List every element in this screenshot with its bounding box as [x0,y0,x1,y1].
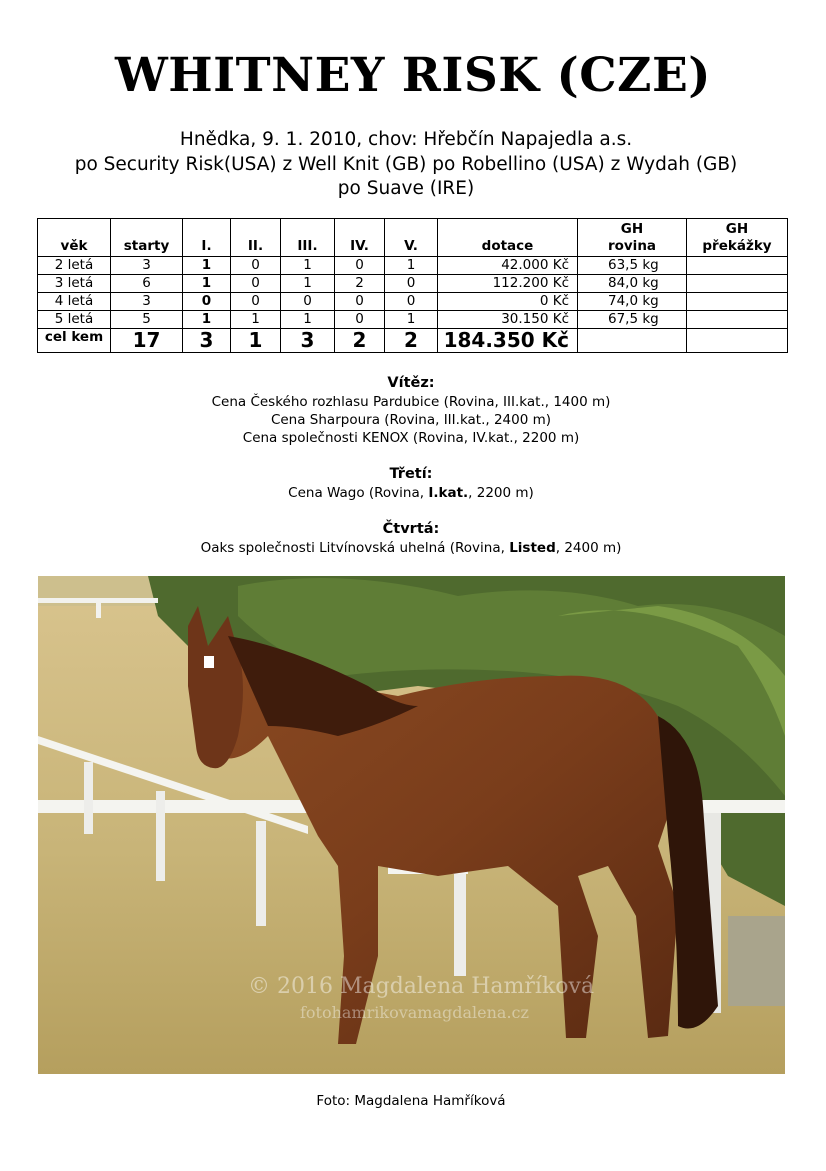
horse-name-title: WHITNEY RISK (CZE) [114,48,712,103]
fourth-race-grade: Listed [509,540,556,556]
fourth-race-text: Oaks společnosti Litvínovská uhelná (Rovina, [200,540,510,556]
col-header-prize-money: dotace [438,219,578,257]
third-place-race-item [0,484,822,502]
table-row [38,275,788,293]
col-header-fourth: IV. [335,219,385,257]
table-row [38,293,788,311]
cell-fourth: 0 [335,257,385,275]
cell-gh-jumps [687,311,788,329]
col-header-fifth: V. [385,219,438,257]
table-row [38,311,788,329]
gh-jumps-line2: překážky [702,238,772,254]
cell-fourth: 0 [335,311,385,329]
cell-first: 1 [183,257,231,275]
gh-jumps-line1: GH [725,221,749,237]
photo-watermark-line1: © 2016 Magdalena Hamříková [248,974,595,999]
total-label: cel kem [38,329,111,353]
race-stats-table [37,218,788,353]
horse-photo [38,576,785,1074]
winner-race-item: Cena společnosti KENOX (Rovina, IV.kat., 2200 m) [242,430,580,446]
third-race-text: Cena Wago (Rovina, [288,485,429,501]
cell-age: 2 letá [38,257,111,275]
damsire-line: po Suave (IRE) [337,178,475,199]
cell-starts: 3 [111,293,183,311]
cell-third: 1 [281,275,335,293]
cell-fifth: 0 [385,293,438,311]
race-results-section [0,373,822,557]
fourth-race-distance: , 2400 m) [555,540,622,556]
winner-race-item: Cena Českého rozhlasu Pardubice (Rovina, III.kat., 1400 m) [211,394,611,410]
sire-dam-line: po Security Risk(USA) z Well Knit (GB) po Robellino (USA) z Wydah (GB) [74,153,738,175]
birth-breeder-line: Hnědka, 9. 1. 2010, chov: Hřebčín Napajedla a.s. [179,129,633,150]
cell-prize-money: 42.000 Kč [438,257,578,275]
winner-race-item: Cena Sharpoura (Rovina, III.kat., 2400 m) [270,412,552,428]
cell-prize-money: 0 Kč [438,293,578,311]
cell-fourth: 2 [335,275,385,293]
total-third: 3 [281,329,335,353]
cell-first: 1 [183,275,231,293]
cell-fifth: 1 [385,257,438,275]
fourth-place-heading: Čtvrtá: [382,521,440,537]
cell-starts: 6 [111,275,183,293]
third-race-distance: , 2200 m) [468,485,534,501]
cell-second: 0 [231,257,281,275]
table-row [38,257,788,275]
cell-prize-money: 112.200 Kč [438,275,578,293]
total-first: 3 [183,329,231,353]
cell-age: 5 letá [38,311,111,329]
col-header-second: II. [231,219,281,257]
cell-starts: 5 [111,311,183,329]
cell-gh-jumps [687,257,788,275]
col-header-gh-jumps [687,219,788,257]
gh-flat-line2: rovina [607,238,657,254]
fourth-place-race-item [0,539,822,557]
total-gh-jumps [687,329,788,353]
table-header-row [38,219,788,257]
cell-gh-flat: 67,5 kg [578,311,687,329]
col-header-age: věk [38,219,111,257]
photo-caption: Foto: Magdalena Hamříková [316,1093,506,1109]
cell-gh-jumps [687,293,788,311]
cell-third: 1 [281,257,335,275]
cell-starts: 3 [111,257,183,275]
pedigree-block [0,128,812,202]
total-gh-flat [578,329,687,353]
total-fourth: 2 [335,329,385,353]
total-starts: 17 [111,329,183,353]
cell-prize-money: 30.150 Kč [438,311,578,329]
cell-fifth: 1 [385,311,438,329]
cell-second: 1 [231,311,281,329]
cell-fourth: 0 [335,293,385,311]
cell-third: 0 [281,293,335,311]
third-race-grade: I.kat. [428,485,469,501]
cell-first: 0 [183,293,231,311]
cell-gh-jumps [687,275,788,293]
cell-gh-flat: 84,0 kg [578,275,687,293]
cell-third: 1 [281,311,335,329]
total-second: 1 [231,329,281,353]
cell-first: 1 [183,311,231,329]
col-header-third: III. [281,219,335,257]
total-prize-money: 184.350 Kč [438,329,578,353]
cell-fifth: 0 [385,275,438,293]
total-fifth: 2 [385,329,438,353]
cell-gh-flat: 63,5 kg [578,257,687,275]
col-header-gh-flat [578,219,687,257]
cell-age: 3 letá [38,275,111,293]
cell-gh-flat: 74,0 kg [578,293,687,311]
third-place-heading: Třetí: [389,466,433,482]
col-header-first: I. [183,219,231,257]
winner-heading: Vítěz: [387,375,435,391]
table-total-row [38,329,788,353]
photo-watermark-line2: fotohamrikovamagdalena.cz [300,1003,529,1022]
cell-second: 0 [231,275,281,293]
cell-second: 0 [231,293,281,311]
col-header-starts: starty [111,219,183,257]
gh-flat-line1: GH [620,221,644,237]
cell-age: 4 letá [38,293,111,311]
